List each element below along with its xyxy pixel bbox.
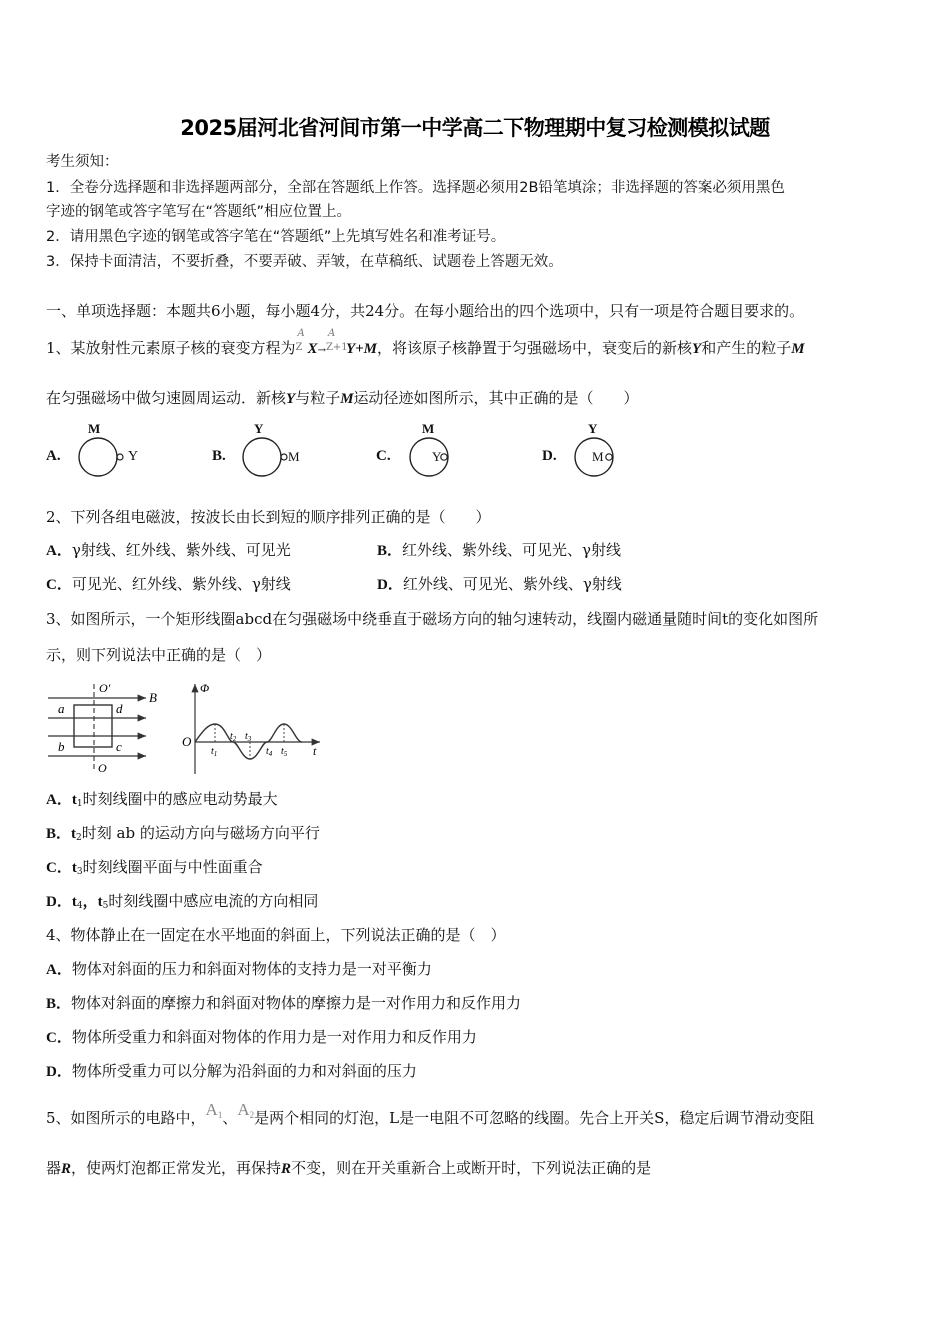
svg-text:t: t bbox=[313, 744, 317, 758]
svg-text:d: d bbox=[116, 701, 123, 716]
trajectory-circle-icon bbox=[406, 432, 456, 482]
svg-text:O: O bbox=[98, 761, 107, 775]
svg-text:O′: O′ bbox=[99, 681, 111, 695]
svg-text:b: b bbox=[58, 739, 65, 754]
svg-text:t3: $t_3$ bbox=[245, 731, 252, 743]
q3-option-c[interactable]: C．$t_3$时刻线圈平面与中性面重合 bbox=[46, 858, 263, 877]
flux-time-graph bbox=[180, 678, 325, 778]
q2-option-d[interactable]: D．红外线、可见光、紫外线、γ射线 bbox=[377, 575, 622, 593]
q2-option-c[interactable]: C．可见光、红外线、紫外线、γ射线 bbox=[46, 575, 291, 593]
lamp-a1-symbol: A1 bbox=[205, 1100, 223, 1120]
question-3-stem-line-1: 3、如图所示，一个矩形线圈abcd在匀强磁场中绕垂直于磁场方向的轴匀速转动，线圈内磁通量随时间t的变化如图所 bbox=[46, 610, 819, 628]
q4-option-b[interactable]: B．物体对斜面的摩擦力和斜面对物体的摩擦力是一对作用力和反作用力 bbox=[46, 994, 522, 1012]
page-title: 2025届河北省河间市第一中学高二下物理期中复习检测模拟试题 bbox=[180, 116, 770, 140]
notice-heading: 考生须知： bbox=[46, 154, 119, 170]
q3-option-d[interactable]: D．$t_4$，$t_5$时刻线圈中感应电流的方向相同 bbox=[46, 892, 319, 911]
question-2-stem: 2、下列各组电磁波，按波长由长到短的顺序排列正确的是（ ） bbox=[46, 508, 491, 526]
lamp-a2-symbol: A2 bbox=[237, 1100, 255, 1120]
question-1-line-1: 1、某放射性元素原子核的衰变方程为 A Z X→ A Z+1 Y+M，将该原子核静置于匀强磁场中，衰变后的新核Y和产生的粒子M bbox=[46, 328, 805, 357]
svg-text:t1: $t_1$ bbox=[211, 746, 218, 758]
q1-prefix: 1、某放射性元素原子核的衰变方程为 bbox=[46, 339, 296, 357]
question-5-line-1: 5、如图所示的电路中，A1、A2是两个相同的灯泡，L是一电阻不可忽略的线圈。先合上开关S，稳定后调节滑动变阻 bbox=[46, 1100, 815, 1127]
trajectory-circle-icon bbox=[240, 432, 290, 482]
q2-option-a[interactable]: A．γ射线、红外线、紫外线、可见光 bbox=[46, 541, 291, 559]
question-3-stem-line-2: 示，则下列说法中正确的是（ ） bbox=[46, 646, 272, 664]
q4-option-c[interactable]: C．物体所受重力和斜面对物体的作用力是一对作用力和反作用力 bbox=[46, 1028, 477, 1046]
svg-text:t5: $t_5$ bbox=[281, 746, 288, 758]
question-1-options: A. M Y B. Y M C. M Y D. Y M bbox=[46, 418, 646, 488]
trajectory-circle-icon bbox=[76, 432, 126, 482]
q2-option-b[interactable]: B．红外线、紫外线、可见光、γ射线 bbox=[377, 541, 621, 559]
coil-in-field-figure bbox=[46, 678, 166, 778]
svg-text:B: B bbox=[149, 690, 157, 705]
q1-y-isotope: A Z+1 bbox=[325, 328, 348, 353]
svg-text:t4: $t_4$ bbox=[266, 746, 273, 758]
q4-option-d[interactable]: D．物体所受重力可以分解为沿斜面的力和对斜面的压力 bbox=[46, 1062, 417, 1080]
svg-text:Φ: Φ bbox=[200, 681, 210, 695]
svg-text:a: a bbox=[58, 701, 65, 716]
notice-item-2: 2．请用黑色字迹的钢笔或答字笔在“答题纸”上先填写姓名和准考证号。 bbox=[46, 229, 506, 245]
q3-option-a[interactable]: A．$t_1$时刻线圈中的感应电动势最大 bbox=[46, 790, 278, 809]
svg-text:c: c bbox=[116, 739, 122, 754]
question-4-stem: 4、物体静止在一固定在水平地面的斜面上，下列说法正确的是（ ） bbox=[46, 926, 506, 944]
svg-text:t2: $t_2$ bbox=[230, 731, 237, 743]
question-5-line-2: 器R，使两灯泡都正常发光，再保持R不变，则在开关重新合上或断开时，下列说法正确的是 bbox=[46, 1159, 652, 1177]
notice-item-1: 1．全卷分选择题和非选择题两部分，全部在答题纸上作答。选择题必须用2B铅笔填涂；非选择题的答案必须用黑色 bbox=[46, 180, 785, 196]
question-1-line-2: 在匀强磁场中做匀速圆周运动．新核Y与粒子M运动径迹如图所示，其中正确的是（ ） bbox=[46, 389, 639, 407]
section-heading: 一、单项选择题：本题共6小题，每小题4分，共24分。在每小题给出的四个选项中，只有一项是符合题目要求的。 bbox=[46, 302, 805, 320]
notice-item-1-cont: 字迹的钢笔或答字笔写在“答题纸”相应位置上。 bbox=[46, 204, 352, 220]
q4-option-a[interactable]: A．物体对斜面的压力和斜面对物体的支持力是一对平衡力 bbox=[46, 960, 432, 978]
q3-option-b[interactable]: B．$t_2$时刻 ab 的运动方向与磁场方向平行 bbox=[46, 824, 320, 843]
q1-x-isotope: A Z bbox=[295, 328, 305, 353]
notice-item-3: 3．保持卡面清洁，不要折叠，不要弄破、弄皱，在草稿纸、试题卷上答题无效。 bbox=[46, 254, 563, 270]
svg-text:O: O bbox=[182, 734, 192, 749]
